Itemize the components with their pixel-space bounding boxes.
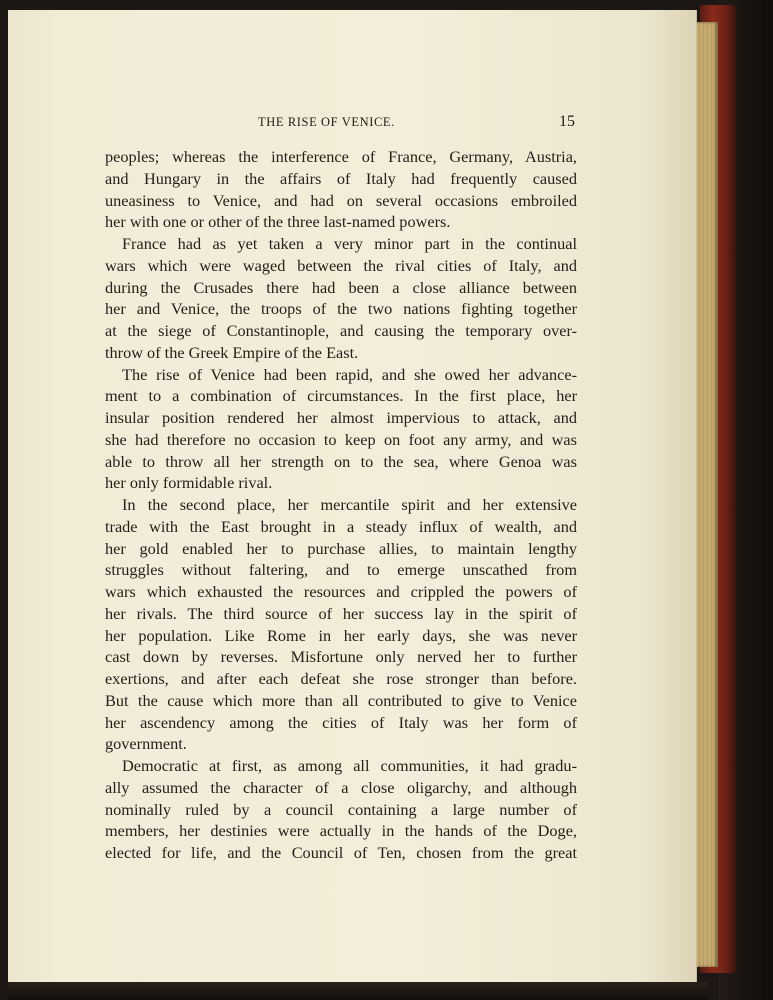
- text-line: her with one or other of the three last-named powers.: [105, 212, 451, 232]
- running-title: THE RISE OF VENICE.: [258, 115, 395, 129]
- text-line: The rise of Venice had been rapid, and she owed her advance-: [122, 364, 577, 384]
- text-line: cast down by reverses. Misfortune only nerved her to further: [105, 647, 577, 667]
- text-line: at the siege of Constantinople, and causing the temporary over-: [105, 321, 577, 340]
- text-line: insular position rendered her almost impervious to attack, and: [105, 408, 577, 427]
- text-line: elected for life, and the Council of Ten, chosen from the great: [105, 843, 577, 862]
- text-line: peoples; whereas the interference of France, Germany, Austria,: [105, 147, 577, 166]
- text-line: her ascendency among the cities of Italy was her form of: [105, 712, 577, 732]
- text-line: wars which were waged between the rival cities of Italy, and: [105, 255, 577, 275]
- text-line: able to throw all her strength on to the sea, where Genoa was: [105, 451, 577, 471]
- text-line: her only formidable rival.: [105, 473, 273, 493]
- text-line: she had therefore no occasion to keep on foot any army, and was: [105, 429, 577, 449]
- text-line: her gold enabled her to purchase allies, to maintain lengthy: [105, 538, 577, 558]
- text-line: wars which exhausted the resources and crippled the powers of: [105, 582, 577, 601]
- text-line: exertions, and after each defeat she rose stronger than before.: [105, 669, 577, 688]
- text-line: her and Venice, the troops of the two nations fighting together: [105, 299, 577, 319]
- text-line: uneasiness to Venice, and had on several occasions embroiled: [105, 190, 577, 210]
- page-bottom-shadow: [8, 982, 708, 1000]
- page-number: 15: [559, 113, 575, 130]
- text-line: trade with the East brought in a steady influx of wealth, and: [105, 516, 577, 536]
- body-text: [105, 146, 577, 864]
- text-line: her population. Like Rome in her early days, she was never: [105, 625, 577, 645]
- text-line: France had as yet taken a very minor part in the continual: [122, 234, 577, 253]
- text-line: nominally ruled by a council containing a large number of: [105, 799, 577, 819]
- text-line: ally assumed the character of a close oligarchy, and although: [105, 777, 577, 797]
- text-line: struggles without faltering, and to emerge unscathed from: [105, 560, 577, 580]
- text-line: members, her destinies were actually in the hands of the Doge,: [105, 821, 577, 841]
- text-line: government.: [105, 734, 187, 754]
- text-line: In the second place, her mercantile spirit and her extensive: [122, 495, 577, 514]
- text-line: and Hungary in the affairs of Italy had frequently caused: [105, 168, 577, 188]
- text-line: But the cause which more than all contributed to give to Venice: [105, 690, 577, 710]
- text-line: Democratic at first, as among all communities, it had gradu-: [122, 756, 577, 775]
- text-line: during the Crusades there had been a close alliance between: [105, 277, 577, 297]
- text-line: ment to a combination of circumstances. In the first place, her: [105, 386, 577, 406]
- text-line: her rivals. The third source of her success lay in the spirit of: [105, 603, 577, 623]
- text-line: throw of the Greek Empire of the East.: [105, 342, 359, 362]
